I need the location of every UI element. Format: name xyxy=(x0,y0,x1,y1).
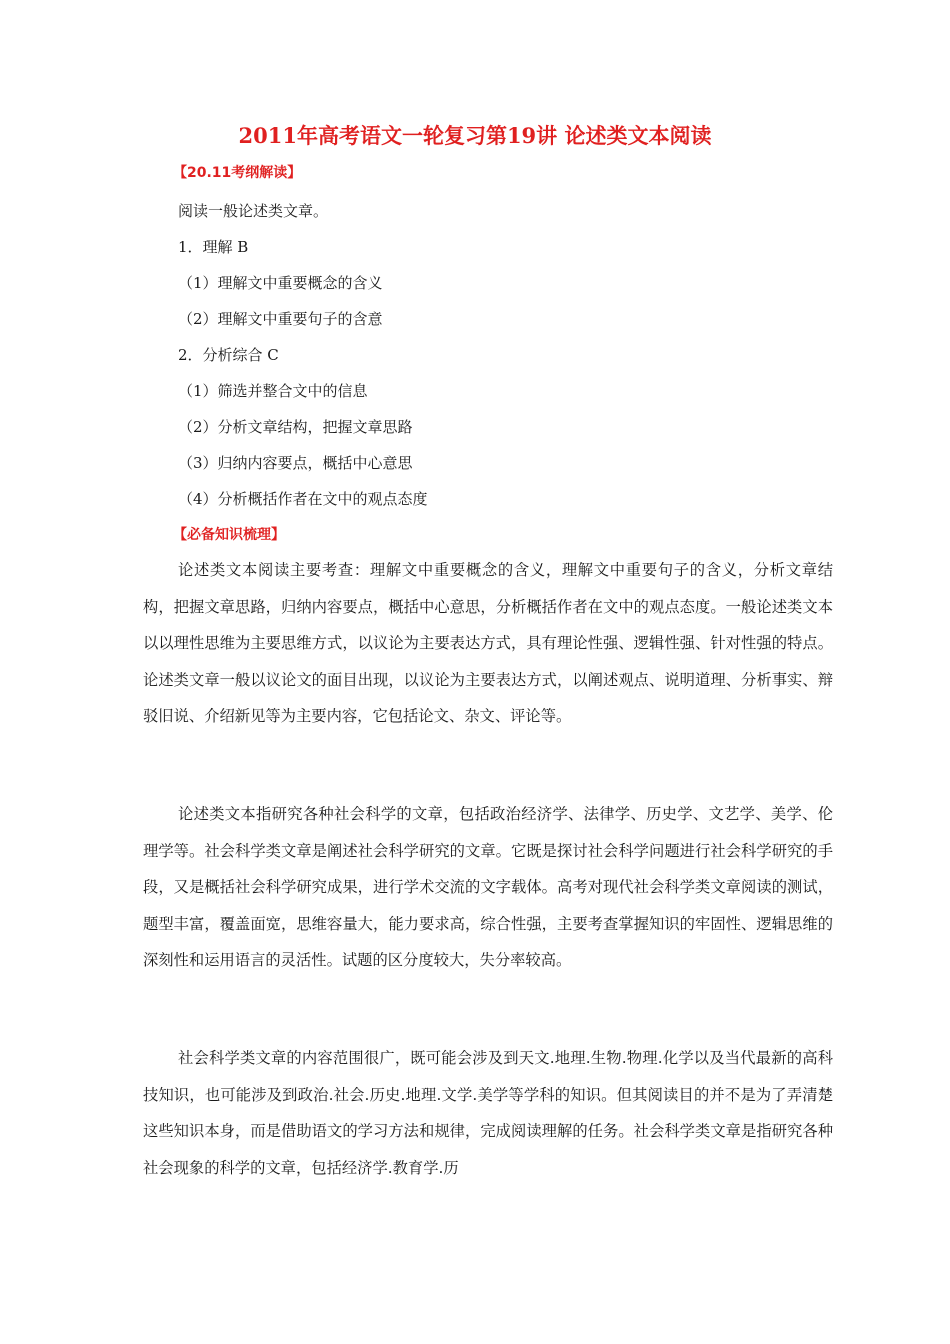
syllabus-line: （1）筛选并整合文中的信息 xyxy=(178,382,368,400)
body-paragraph: 社会科学类文章的内容范围很广，既可能会涉及到天文.地理.生物.物理.化学以及当代最新的高科技知识，也可能涉及到政治.社会.历史.地理.文学.美学等学科的知识。但其阅读目的并不是为了弄清楚这些知识本身，而是借助语文的学习方法和规律，完成阅读理解的任务。社会科学类文章是指研究各种社会现象的科学的文章，包括经济学.教育学.历 xyxy=(143,1049,833,1177)
syllabus-line: 阅读一般论述类文章。 xyxy=(178,202,329,220)
syllabus-line: （2）理解文中重要句子的含意 xyxy=(178,310,383,328)
syllabus-line: 1．理解 B xyxy=(178,238,249,256)
syllabus-line: （4）分析概括作者在文中的观点态度 xyxy=(178,490,428,508)
document-title: 2011年高考语文一轮复习第19讲 论述类文本阅读 xyxy=(238,123,712,148)
syllabus-line: （3）归纳内容要点，概括中心意思 xyxy=(178,454,413,472)
syllabus-line: 2．分析综合 C xyxy=(178,346,279,364)
body-paragraph: 论述类文本指研究各种社会科学的文章，包括政治经济学、法律学、历史学、文艺学、美学、伦理学等。社会科学类文章是阐述社会科学研究的文章。它既是探讨社会科学问题进行社会科学研究的手段，又是概括社会科学研究成果，进行学术交流的文字载体。高考对现代社会科学类文章阅读的测试，题型丰富，覆盖面宽，思维容量大，能力要求高，综合性强，主要考查掌握知识的牢固性、逻辑思维的深刻性和运用语言的灵活性。试题的区分度较大，失分率较高。 xyxy=(143,805,833,969)
syllabus-line: （1）理解文中重要概念的含义 xyxy=(178,274,383,292)
section-heading-syllabus: 【20.11考纲解读】 xyxy=(173,165,302,181)
section-heading-knowledge: 【必备知识梳理】 xyxy=(173,527,285,543)
syllabus-line: （2）分析文章结构，把握文章思路 xyxy=(178,418,413,436)
body-paragraph: 论述类文本阅读主要考查：理解文中重要概念的含义，理解文中重要句子的含义，分析文章结构，把握文章思路，归纳内容要点，概括中心意思，分析概括作者在文中的观点态度。一般论述类文本以以理性思维为主要思维方式，以议论为主要表达方式，具有理论性强、逻辑性强、针对性强的特点。论述类文章一般以议论文的面目出现，以议论为主要表达方式，以阐述观点、说明道理、分析事实、辩驳旧说、介绍新见等为主要内容，它包括论文、杂文、评论等。 xyxy=(143,561,833,725)
